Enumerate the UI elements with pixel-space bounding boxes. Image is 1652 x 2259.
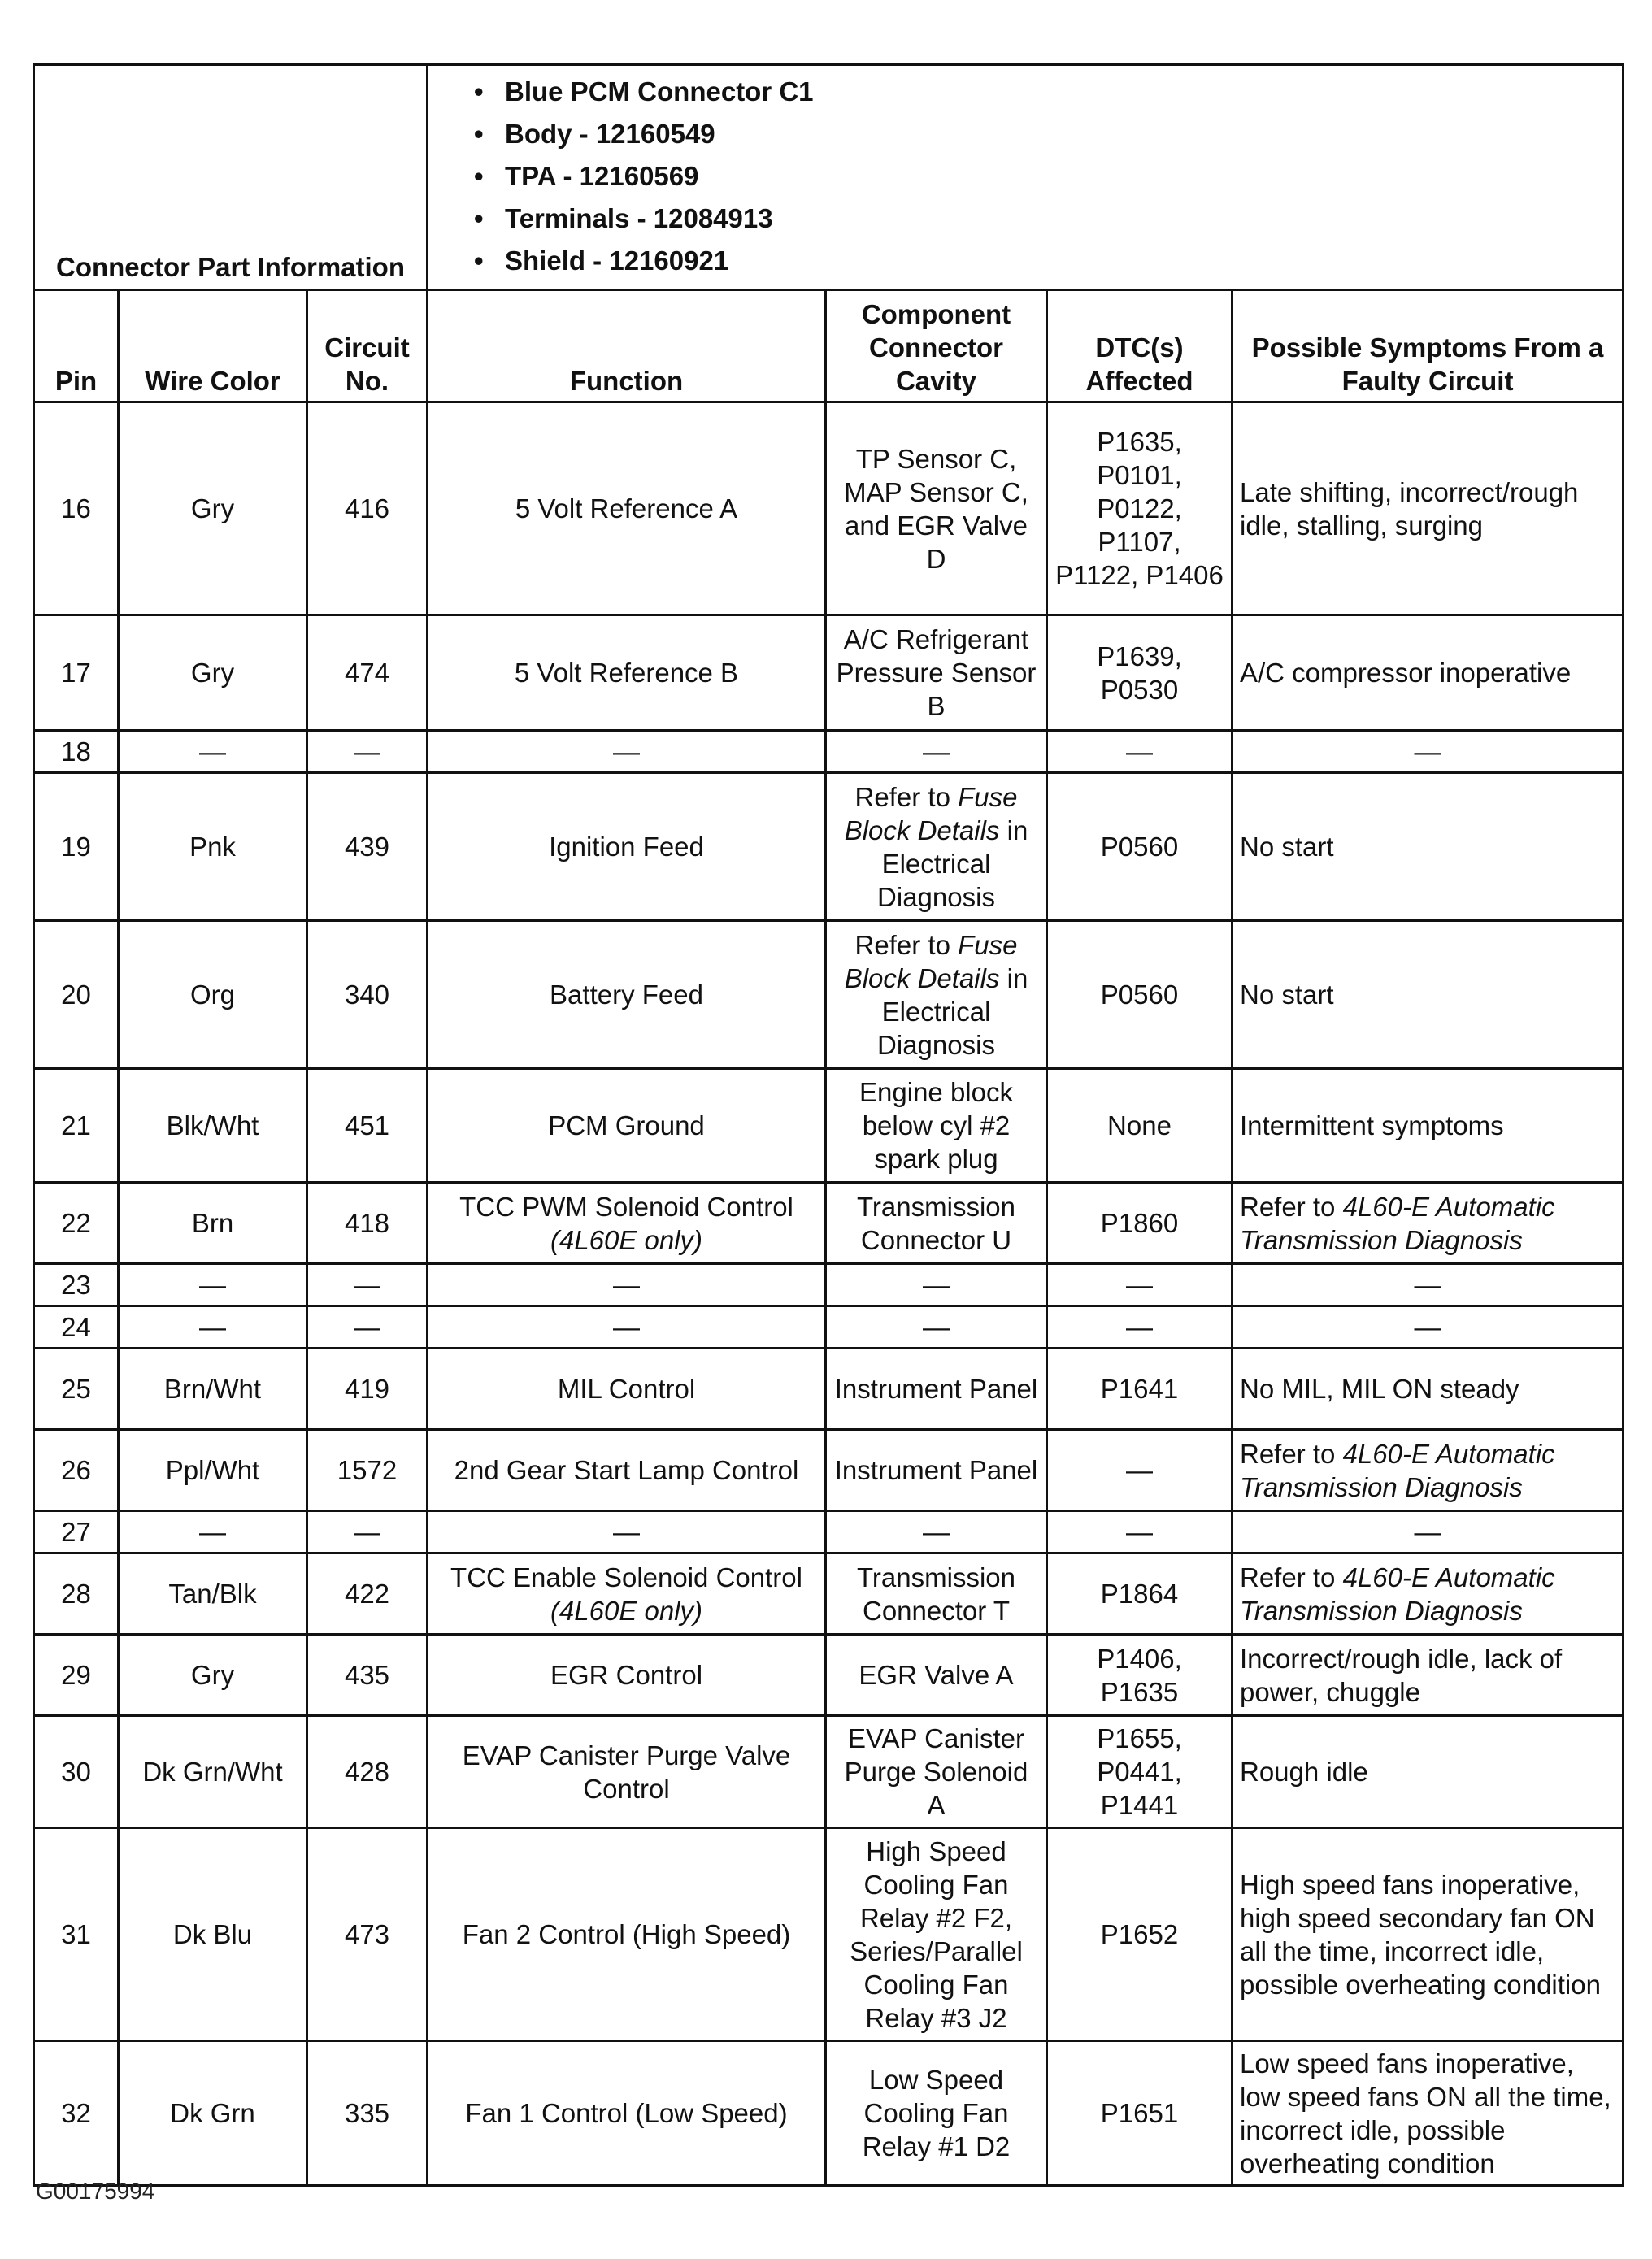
symptoms-cell-text: Refer to	[1240, 1438, 1343, 1469]
pin-cell	[34, 1553, 119, 1635]
pin-cell	[34, 921, 119, 1069]
wire-color-cell	[119, 1828, 307, 2041]
function-cell	[428, 773, 826, 921]
circuit-cell-text: 474	[344, 658, 390, 688]
wire-color-cell-text: —	[199, 1517, 226, 1547]
function-cell-text: TCC Enable Solenoid Control	[450, 1562, 802, 1592]
cavity-cell	[826, 1635, 1047, 1716]
function-cell-text: PCM Ground	[548, 1110, 705, 1140]
dtc-cell	[1047, 1069, 1232, 1183]
dtc-cell-text: P0560	[1100, 832, 1179, 862]
cavity-cell-text: —	[923, 1312, 950, 1342]
dtc-cell	[1047, 921, 1232, 1069]
wire-color-cell	[119, 1635, 307, 1716]
wire-color-cell-text: Brn	[191, 1208, 234, 1238]
cavity-cell-text: EGR Valve A	[859, 1660, 1014, 1690]
pin-cell	[34, 1635, 119, 1716]
cavity-text-end: in Electrical Diagnosis	[877, 962, 1028, 1060]
function-cell-text: 2nd Gear Start Lamp Control	[454, 1455, 799, 1485]
cavity-cell	[826, 731, 1047, 773]
symptoms-cell	[1232, 1069, 1624, 1183]
symptoms-italic: 4L60-E Automatic Transmission Diagnosis	[1240, 1438, 1555, 1502]
header-symptoms: Possible Symptoms From a Faulty Circuit	[1232, 290, 1624, 402]
column-header-row	[34, 290, 1624, 402]
pin-cell-text: 30	[61, 1757, 91, 1787]
circuit-cell	[307, 1349, 428, 1430]
connector-info-item: • TPA - 12160569	[474, 155, 1614, 198]
pin-cell-text: 29	[61, 1660, 91, 1690]
symptoms-cell	[1232, 615, 1624, 731]
wire-color-cell-text: Gry	[190, 493, 235, 523]
function-cell	[428, 402, 826, 615]
pin-cell-text: 26	[61, 1455, 91, 1485]
cavity-cell-text: Refer to	[854, 929, 959, 960]
symptoms-cell	[1232, 1349, 1624, 1430]
circuit-cell	[307, 1553, 428, 1635]
header-cavity: Component Connector Cavity	[826, 290, 1047, 402]
dtc-cell	[1047, 1511, 1232, 1553]
cavity-cell-text: Instrument Panel	[834, 1455, 1038, 1485]
pin-cell	[34, 2041, 119, 2186]
cavity-cell	[826, 1716, 1047, 1828]
connector-info-item: • Blue PCM Connector C1	[474, 71, 1614, 113]
wire-color-cell	[119, 1430, 307, 1511]
symptoms-cell	[1232, 1430, 1624, 1511]
cavity-cell	[826, 2041, 1047, 2186]
pin-cell-text: 25	[61, 1374, 91, 1404]
cavity-cell-text: A/C Refrigerant Pressure Sensor B	[836, 624, 1037, 721]
table-row	[34, 921, 1624, 1069]
symptoms-cell-text: Intermittent symptoms	[1240, 1110, 1504, 1140]
function-cell	[428, 1349, 826, 1430]
circuit-cell	[307, 2041, 428, 2186]
pin-cell-text: 23	[61, 1270, 91, 1300]
function-cell	[428, 731, 826, 773]
circuit-cell	[307, 1828, 428, 2041]
function-cell-text: Fan 2 Control (High Speed)	[462, 1919, 791, 1949]
cavity-cell	[826, 921, 1047, 1069]
circuit-cell-text: —	[354, 1517, 380, 1547]
symptoms-cell-text: Rough idle	[1240, 1757, 1368, 1787]
dtc-cell-text: P1641	[1100, 1374, 1179, 1404]
dtc-cell	[1047, 1183, 1232, 1264]
pin-cell	[34, 402, 119, 615]
pin-cell	[34, 1264, 119, 1306]
table-row	[34, 1183, 1624, 1264]
pin-cell	[34, 1511, 119, 1553]
cavity-cell	[826, 1553, 1047, 1635]
wire-color-cell-text: Tan/Blk	[168, 1579, 257, 1609]
pin-cell-text: 28	[61, 1579, 91, 1609]
symptoms-cell	[1232, 1264, 1624, 1306]
symptoms-italic: 4L60-E Automatic Transmission Diagnosis	[1240, 1191, 1555, 1255]
cavity-cell-text: Transmission Connector U	[857, 1191, 1015, 1255]
wire-color-cell	[119, 2041, 307, 2186]
cavity-cell-text: Transmission Connector T	[857, 1562, 1015, 1626]
dtc-cell	[1047, 2041, 1232, 2186]
circuit-cell-text: 418	[344, 1208, 390, 1238]
pin-cell-text: 18	[61, 736, 91, 767]
function-cell	[428, 1306, 826, 1349]
cavity-cell	[826, 1511, 1047, 1553]
function-cell	[428, 1069, 826, 1183]
cavity-text-end: in Electrical Diagnosis	[877, 815, 1028, 912]
connector-info-list	[428, 65, 1624, 290]
function-cell	[428, 1716, 826, 1828]
function-cell-text: —	[613, 736, 640, 767]
table-body	[34, 402, 1624, 2186]
function-cell-text: MIL Control	[557, 1374, 696, 1404]
symptoms-cell	[1232, 921, 1624, 1069]
connector-info-item: • Terminals - 12084913	[474, 198, 1614, 240]
function-cell	[428, 2041, 826, 2186]
wire-color-cell-text: —	[199, 1312, 226, 1342]
wire-color-cell-text: Dk Grn/Wht	[142, 1757, 283, 1787]
function-cell	[428, 1264, 826, 1306]
circuit-cell	[307, 1511, 428, 1553]
circuit-cell-text: 451	[344, 1110, 390, 1140]
function-cell	[428, 1828, 826, 2041]
wire-color-cell-text: Pnk	[189, 832, 236, 862]
cavity-cell-text: Instrument Panel	[834, 1374, 1038, 1404]
symptoms-cell	[1232, 731, 1624, 773]
wire-color-cell	[119, 1264, 307, 1306]
pin-cell	[34, 731, 119, 773]
table-row	[34, 1430, 1624, 1511]
cavity-cell	[826, 1183, 1047, 1264]
dtc-cell-text: P1652	[1100, 1919, 1179, 1949]
dtc-cell	[1047, 402, 1232, 615]
dtc-cell-text: —	[1126, 1517, 1153, 1547]
circuit-cell-text: 416	[344, 493, 390, 523]
circuit-cell-text: 435	[344, 1660, 390, 1690]
circuit-cell-text: 335	[344, 2098, 390, 2128]
dtc-cell	[1047, 1716, 1232, 1828]
symptoms-cell-text: —	[1414, 1312, 1441, 1342]
symptoms-cell-text: A/C compressor inoperative	[1240, 658, 1572, 688]
symptoms-cell-text: High speed fans inoperative, high speed secondary fan ON all the time, incorrect idle, possible overheating condition	[1240, 1869, 1601, 2000]
wire-color-cell	[119, 402, 307, 615]
wire-color-cell-text: Gry	[190, 658, 235, 688]
function-cell-text: —	[613, 1312, 640, 1342]
wire-color-cell	[119, 1511, 307, 1553]
symptoms-cell	[1232, 773, 1624, 921]
symptoms-cell-text: No MIL, MIL ON steady	[1240, 1374, 1519, 1404]
circuit-cell	[307, 1069, 428, 1183]
function-cell-text: Fan 1 Control (Low Speed)	[465, 2098, 788, 2128]
table-row	[34, 773, 1624, 921]
dtc-cell-text: P1864	[1100, 1579, 1179, 1609]
pin-cell	[34, 1306, 119, 1349]
cavity-cell	[826, 1430, 1047, 1511]
dtc-cell	[1047, 773, 1232, 921]
connector-info-label: Connector Part Information	[34, 65, 428, 290]
circuit-cell	[307, 1306, 428, 1349]
table-row	[34, 1828, 1624, 2041]
pin-cell-text: 17	[61, 658, 91, 688]
symptoms-cell-text: Incorrect/rough idle, lack of power, chuggle	[1240, 1643, 1563, 1707]
function-cell-text: 5 Volt Reference A	[515, 493, 738, 523]
table-row	[34, 731, 1624, 773]
wire-color-cell-text: Blk/Wht	[166, 1110, 259, 1140]
dtc-cell	[1047, 1306, 1232, 1349]
function-cell	[428, 1183, 826, 1264]
dtc-cell-text: P1635, P0101, P0122, P1107, P1122, P1406	[1055, 427, 1224, 590]
pin-cell-text: 22	[61, 1208, 91, 1238]
pin-cell	[34, 1716, 119, 1828]
function-cell	[428, 1511, 826, 1553]
circuit-cell-text: 428	[344, 1757, 390, 1787]
dtc-cell	[1047, 615, 1232, 731]
connector-info-row	[34, 65, 1624, 290]
cavity-cell-text: Low Speed Cooling Fan Relay #1 D2	[862, 2065, 1011, 2161]
wire-color-cell	[119, 1183, 307, 1264]
pin-cell-text: 32	[61, 2098, 91, 2128]
function-cell	[428, 615, 826, 731]
cavity-cell	[826, 1306, 1047, 1349]
circuit-cell-text: 439	[344, 832, 390, 862]
function-cell-text: Battery Feed	[550, 980, 703, 1010]
function-cell-text: TCC PWM Solenoid Control	[459, 1191, 793, 1222]
function-cell-text: —	[613, 1517, 640, 1547]
wire-color-cell	[119, 731, 307, 773]
circuit-cell	[307, 1430, 428, 1511]
wire-color-cell-text: Ppl/Wht	[165, 1455, 260, 1485]
connector-pinout-table-container	[33, 63, 1622, 2187]
circuit-cell-text: —	[354, 1270, 380, 1300]
dtc-cell-text: P1655, P0441, P1441	[1097, 1723, 1182, 1820]
dtc-cell-text: P1860	[1100, 1208, 1179, 1238]
cavity-cell	[826, 773, 1047, 921]
circuit-cell	[307, 731, 428, 773]
symptoms-cell	[1232, 1306, 1624, 1349]
wire-color-cell	[119, 1716, 307, 1828]
function-note: (4L60E only)	[550, 1224, 703, 1255]
function-cell	[428, 1430, 826, 1511]
symptoms-cell	[1232, 1511, 1624, 1553]
cavity-cell-text: —	[923, 1270, 950, 1300]
dtc-cell-text: P1651	[1100, 2098, 1179, 2128]
function-cell-text: EVAP Canister Purge Valve Control	[462, 1740, 791, 1804]
wire-color-cell	[119, 1349, 307, 1430]
pin-cell-text: 16	[61, 493, 91, 523]
table-row	[34, 1069, 1624, 1183]
symptoms-cell-text: Refer to	[1240, 1562, 1343, 1592]
dtc-cell-text: —	[1126, 736, 1153, 767]
symptoms-cell	[1232, 2041, 1624, 2186]
wire-color-cell-text: —	[199, 736, 226, 767]
wire-color-cell-text: Dk Blu	[172, 1919, 253, 1949]
circuit-cell-text: —	[354, 1312, 380, 1342]
cavity-cell	[826, 1349, 1047, 1430]
connector-pinout-table	[33, 63, 1624, 2187]
cavity-cell-text: TP Sensor C, MAP Sensor C, and EGR Valve D	[844, 443, 1028, 574]
table-row	[34, 1635, 1624, 1716]
pin-cell	[34, 1349, 119, 1430]
dtc-cell	[1047, 1828, 1232, 2041]
table-row	[34, 615, 1624, 731]
circuit-cell-text: 340	[344, 980, 390, 1010]
dtc-cell-text: None	[1107, 1110, 1172, 1140]
table-row	[34, 1264, 1624, 1306]
pin-cell-text: 21	[61, 1110, 91, 1140]
symptoms-cell-text: No start	[1240, 832, 1334, 862]
pin-cell	[34, 1183, 119, 1264]
symptoms-cell-text: No start	[1240, 980, 1334, 1010]
circuit-cell-text: 419	[344, 1374, 390, 1404]
table-row	[34, 1349, 1624, 1430]
dtc-cell-text: —	[1126, 1312, 1153, 1342]
cavity-cell-text: —	[923, 736, 950, 767]
symptoms-cell-text: —	[1414, 1270, 1441, 1300]
circuit-cell-text: 422	[344, 1579, 390, 1609]
dtc-cell-text: —	[1126, 1270, 1153, 1300]
function-cell	[428, 1553, 826, 1635]
symptoms-cell	[1232, 1716, 1624, 1828]
dtc-cell	[1047, 1553, 1232, 1635]
circuit-cell	[307, 1264, 428, 1306]
table-row	[34, 1306, 1624, 1349]
connector-info-item: • Shield - 12160921	[474, 240, 1614, 282]
circuit-cell-text: —	[354, 736, 380, 767]
wire-color-cell	[119, 1306, 307, 1349]
dtc-cell	[1047, 1635, 1232, 1716]
figure-id: G00175994	[36, 2179, 155, 2204]
dtc-cell	[1047, 1430, 1232, 1511]
dtc-cell	[1047, 1264, 1232, 1306]
cavity-cell	[826, 1264, 1047, 1306]
pin-cell	[34, 773, 119, 921]
dtc-cell-text: P0560	[1100, 980, 1179, 1010]
header-pin: Pin	[34, 290, 119, 402]
pin-cell	[34, 1828, 119, 2041]
symptoms-cell-text: Refer to	[1240, 1191, 1343, 1222]
symptoms-cell-text: Low speed fans inoperative, low speed fans ON all the time, incorrect idle, possible overheating condition	[1240, 2048, 1611, 2179]
function-cell-text: Ignition Feed	[549, 832, 704, 862]
table-row	[34, 1716, 1624, 1828]
wire-color-cell	[119, 773, 307, 921]
function-cell-text: 5 Volt Reference B	[514, 658, 739, 688]
cavity-cell-text: EVAP Canister Purge Solenoid A	[844, 1723, 1028, 1820]
table-row	[34, 2041, 1624, 2186]
wire-color-cell	[119, 1069, 307, 1183]
cavity-italic: Fuse Block Details	[844, 929, 1018, 993]
function-cell-text: EGR Control	[550, 1660, 703, 1690]
symptoms-cell	[1232, 1828, 1624, 2041]
cavity-cell	[826, 615, 1047, 731]
pin-cell-text: 27	[61, 1517, 91, 1547]
dtc-cell	[1047, 731, 1232, 773]
wire-color-cell	[119, 615, 307, 731]
circuit-cell-text: 1572	[337, 1455, 398, 1485]
symptoms-cell	[1232, 402, 1624, 615]
dtc-cell-text: —	[1126, 1455, 1153, 1485]
circuit-cell	[307, 1183, 428, 1264]
header-dtc: DTC(s) Affected	[1047, 290, 1232, 402]
table-row	[34, 1553, 1624, 1635]
wire-color-cell-text: Gry	[190, 1660, 235, 1690]
cavity-cell	[826, 1069, 1047, 1183]
header-wire-color: Wire Color	[119, 290, 307, 402]
cavity-cell	[826, 1828, 1047, 2041]
function-cell	[428, 1635, 826, 1716]
circuit-cell	[307, 615, 428, 731]
cavity-cell	[826, 402, 1047, 615]
dtc-cell-text: P1406, P1635	[1097, 1643, 1182, 1707]
symptoms-cell-text: —	[1414, 736, 1441, 767]
header-circuit-no: Circuit No.	[307, 290, 428, 402]
wire-color-cell	[119, 921, 307, 1069]
circuit-cell	[307, 921, 428, 1069]
pin-cell-text: 31	[61, 1919, 91, 1949]
pin-cell-text: 20	[61, 980, 91, 1010]
symptoms-cell-text: —	[1414, 1517, 1441, 1547]
pin-cell-text: 24	[61, 1312, 91, 1342]
cavity-cell-text: Refer to	[854, 781, 959, 812]
wire-color-cell-text: Brn/Wht	[163, 1374, 262, 1404]
table-row	[34, 402, 1624, 615]
circuit-cell	[307, 773, 428, 921]
symptoms-cell-text: Late shifting, incorrect/rough idle, stalling, surging	[1240, 476, 1579, 541]
wire-color-cell-text: Dk Grn	[170, 2098, 255, 2128]
cavity-cell-text: —	[923, 1517, 950, 1547]
pin-cell-text: 19	[61, 832, 91, 862]
circuit-cell	[307, 1635, 428, 1716]
cavity-italic: Fuse Block Details	[844, 781, 1018, 845]
function-cell-text: —	[613, 1270, 640, 1300]
pin-cell	[34, 1430, 119, 1511]
circuit-cell	[307, 1716, 428, 1828]
wire-color-cell-text: Org	[189, 980, 235, 1010]
pin-cell	[34, 1069, 119, 1183]
dtc-cell-text: P1639, P0530	[1097, 641, 1182, 705]
cavity-cell-text: Engine block below cyl #2 spark plug	[859, 1077, 1013, 1174]
pin-cell	[34, 615, 119, 731]
symptoms-italic: 4L60-E Automatic Transmission Diagnosis	[1240, 1562, 1555, 1626]
circuit-cell-text: 473	[344, 1919, 390, 1949]
cavity-cell-text: High Speed Cooling Fan Relay #2 F2, Series/Parallel Cooling Fan Relay #3 J2	[850, 1835, 1023, 2033]
symptoms-cell	[1232, 1553, 1624, 1635]
dtc-cell	[1047, 1349, 1232, 1430]
header-function: Function	[428, 290, 826, 402]
circuit-cell	[307, 402, 428, 615]
connector-info-item: • Body - 12160549	[474, 113, 1614, 155]
function-cell	[428, 921, 826, 1069]
wire-color-cell-text: —	[199, 1270, 226, 1300]
wire-color-cell	[119, 1553, 307, 1635]
function-note: (4L60E only)	[550, 1595, 703, 1626]
symptoms-cell	[1232, 1635, 1624, 1716]
table-row	[34, 1511, 1624, 1553]
symptoms-cell	[1232, 1183, 1624, 1264]
